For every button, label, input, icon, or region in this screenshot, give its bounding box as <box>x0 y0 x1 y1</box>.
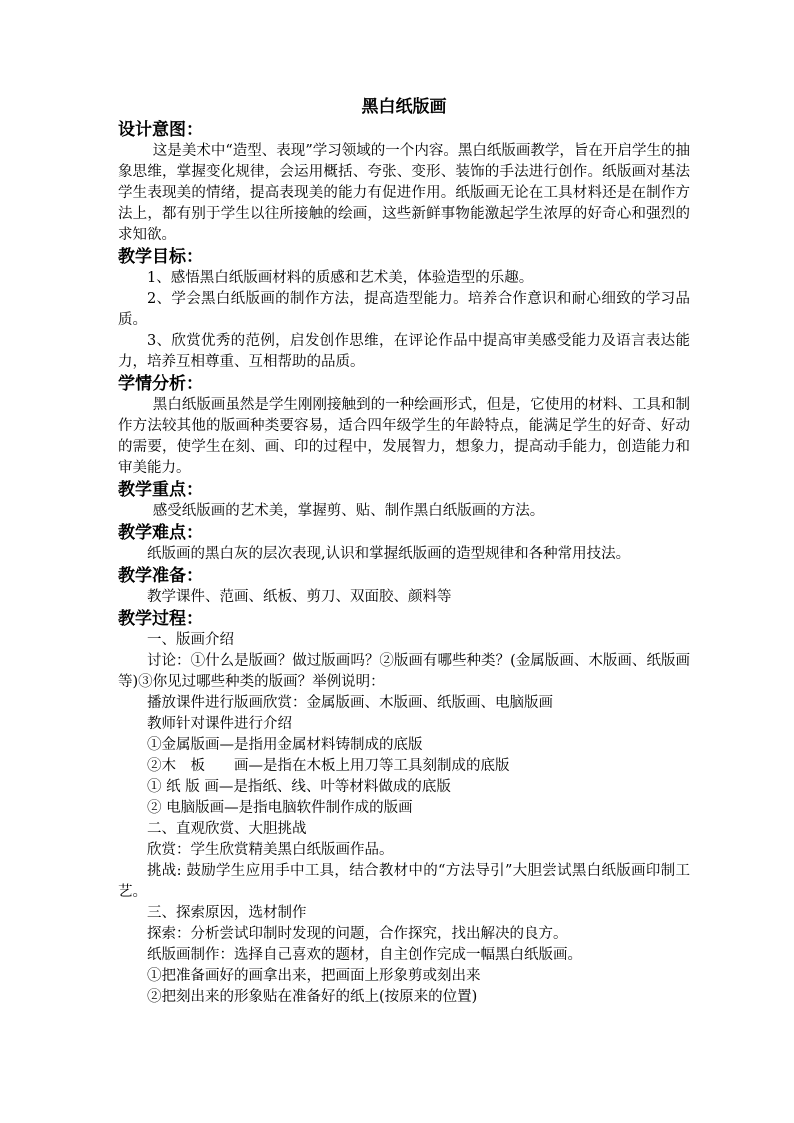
process-line: ①金属版画—是指用金属材料铸制成的底版 <box>147 737 423 753</box>
analysis-paragraph: 黑白纸版画虽然是学生刚刚接触到的一种绘画形式，但是，它使用的材料、工具和制作方法较其他的版画种类要容易，适合四年级学生的年龄特点，能满足学生的好奇、好动的需要，使学生在刻、画、印的过程中，发展智力，想象力，提高动手能力，创造能力和审美能力。 <box>118 397 690 476</box>
process-line: 三、探索原因，选材制作 <box>147 905 307 921</box>
process-line: ②木 板 画—是指在木板上用刀等工具刻制成的底版 <box>147 758 510 774</box>
process-line: 播放课件进行版画欣赏：金属版画、木版画、纸版画、电脑版画 <box>147 695 553 711</box>
process-line: 探索：分析尝试印制时发现的问题，合作探究，找出解决的良方。 <box>147 926 568 942</box>
document-page <box>118 96 690 1008</box>
design-intent-paragraph: 这是美术中“造型、表现”学习领域的一个内容。黑白纸版画教学，旨在开启学生的抽象思维，掌握变化规律，会运用概括、夸张、变形、装饰的手法进行创作。纸版画对基法学生表现美的情绪，提高表现美的能力有促进作用。纸版画无论在工具材料还是在制作方法上，都有别于学生以往所接触的绘画，这些新鲜事物能激起学生浓厚的好奇心和强烈的求知欲。 <box>118 143 690 243</box>
process-line: 教师针对课件进行介绍 <box>147 716 292 732</box>
process-line: ②把刻出来的形象贴在准备好的纸上(按原来的位置) <box>147 989 478 1005</box>
heading-preparation: 教学准备： <box>118 566 203 586</box>
goal-item-1: 1、感悟黑白纸版画材料的质感和艺术美，体验造型的乐趣。 <box>147 270 534 286</box>
process-line: 欣赏：学生欣赏精美黑白纸版画作品。 <box>147 842 394 858</box>
heading-key-points: 教学重点： <box>118 480 203 500</box>
heading-goals: 教学目标： <box>118 247 203 267</box>
heading-process: 教学过程： <box>118 609 203 629</box>
goal-item-3: 3、欣赏优秀的范例，启发创作思维，在评论作品中提高审美感受能力及语言表达能力，培养互相尊重、互相帮助的品质。 <box>118 333 690 370</box>
preparation-paragraph: 教学课件、范画、纸板、剪刀、双面胶、颜料等 <box>147 589 452 605</box>
heading-difficulties: 教学难点： <box>118 523 203 543</box>
process-line: ① 纸 版 画—是指纸、线、叶等材料做成的底版 <box>147 779 451 795</box>
process-line: 二、直观欣赏、大胆挑战 <box>147 821 307 837</box>
process-line: 一、版画介绍 <box>147 632 234 648</box>
document-title: 黑白纸版画 <box>361 97 447 117</box>
process-line: ② 电脑版画—是指电脑软件制作成的版画 <box>147 800 413 816</box>
process-line: 挑战: 鼓励学生应用手中工具，结合教材中的“方法导引”大胆尝试黑白纸版画印制工艺。 <box>118 863 690 900</box>
key-points-paragraph: 感受纸版画的艺术美，掌握剪、贴、制作黑白纸版画的方法。 <box>152 503 545 519</box>
difficulties-paragraph: 纸版画的黑白灰的层次表现,认识和掌握纸版画的造型规律和各种常用技法。 <box>147 546 631 562</box>
heading-analysis: 学情分析： <box>118 374 203 394</box>
process-line: 纸版画制作：选择自己喜欢的题材，自主创作完成一幅黑白纸版画。 <box>147 947 582 963</box>
process-line: 讨论：①什么是版画？做过版画吗？②版画有哪些种类？(金属版画、木版画、纸版画等)③你见过哪些种类的版画？举例说明： <box>118 653 690 690</box>
heading-design-intent: 设计意图： <box>118 120 203 140</box>
goal-item-2: 2、学会黑白纸版画的制作方法，提高造型能力。培养合作意识和耐心细致的学习品质。 <box>118 291 690 328</box>
process-line: ①把准备画好的画拿出来，把画面上形象剪或刻出来 <box>147 968 481 984</box>
